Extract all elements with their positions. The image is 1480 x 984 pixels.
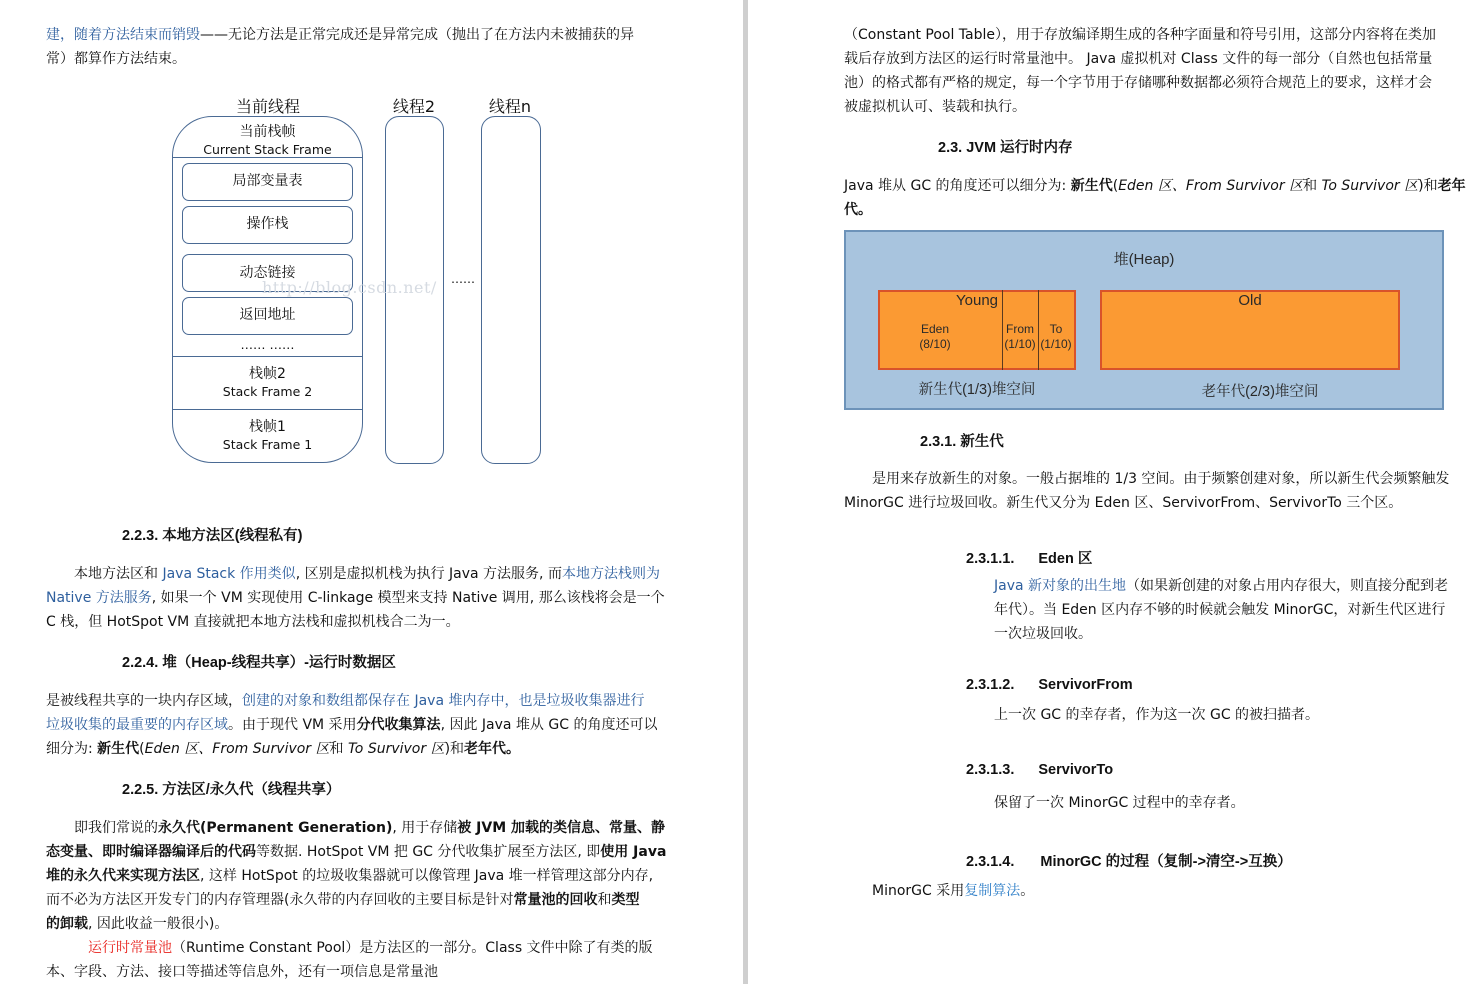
bold-text: 代。 [844, 202, 872, 218]
bold-text: 新生代 [97, 741, 140, 757]
text: , 因此收益一般很小)。 [88, 916, 229, 932]
section-number: 2.3.1.3. [966, 762, 1015, 778]
s2313-line-1: 保留了一次 MinorGC 过程中的幸存者。 [994, 795, 1245, 811]
intro-text: ——无论方法是正常完成还是异常完成（抛出了在方法内未被捕获的异 [200, 27, 634, 43]
link-heap-storage[interactable]: 创建的对象和数组都保存在 Java 堆内存中，也是垃圾收集器进行 [242, 693, 645, 709]
s2311-line-1 [994, 574, 1448, 598]
bold-text: 分代收集算法 [356, 717, 441, 733]
section-number: 2.3.1.2. [966, 677, 1015, 693]
label-thread-2: 线程2 [392, 97, 436, 116]
slot-dynamic-linking: 动态链接 [182, 254, 353, 292]
text: Java 堆从 GC 的角度还可以细分为: [844, 178, 1071, 194]
intro-link[interactable]: 建，随着方法结束而销毁 [46, 27, 200, 43]
label-thread-n: 线程n [488, 97, 532, 116]
cont-line-3: 池）的格式都有严格的规定，每一个字节用于存储哪种数据都必须符合规范上的要求，这样才会 [844, 75, 1432, 91]
section-number: 2.3.1.4. [966, 854, 1015, 870]
frame1-cn: 栈帧1 [249, 419, 286, 435]
current-frame-cn: 当前栈帧 [239, 124, 296, 140]
s225-line-2 [46, 840, 666, 864]
link-java-new-object[interactable]: Java 新对象的出生地 [994, 578, 1127, 594]
link-native-method[interactable]: Native 方法服务 [46, 590, 152, 606]
s223-line-2 [46, 586, 665, 610]
cont-line-1: （Constant Pool Table），用于存放编译期生成的各种字面量和符号引用，这部分内容将在类加 [844, 27, 1437, 43]
s223-line-3: C 栈，但 HotSpot VM 直接就把本地方法栈和虚拟机栈合二为一。 [46, 614, 460, 630]
heading-2-3-1: 2.3.1. 新生代 [920, 434, 1004, 450]
young-label: Young [956, 292, 998, 309]
italic-text: To Survivor 区 [1321, 178, 1419, 194]
section-title: Eden 区 [1038, 551, 1093, 567]
cont-line-2: 载后存放到方法区的运行时常量池中。 Java 虚拟机对 Class 文件的每一部分（自然也包括常量 [844, 51, 1433, 67]
section-title: MinorGC 的过程（复制->清空->互换） [1040, 854, 1292, 870]
heading-2-3-1-1 [966, 547, 1092, 568]
s2311-line-2: 年代）。当 Eden 区内存不够的时候就会触发 MinorGC，对新生代区进行 [994, 602, 1446, 618]
text: （Runtime Constant Pool）是方法区的一部分。Class 文件中除了有类的版 [172, 940, 653, 956]
text: , 如果一个 VM 实现使用 C-linkage 模型来支持 Native 调用, 那么该栈将会是一个 [151, 590, 665, 606]
s225-line-6 [88, 936, 653, 960]
inner-ellipsis: …… …… [240, 337, 295, 352]
heading-2-2-5: 2.2.5. 方法区/永久代（线程共享） [122, 782, 341, 798]
text: , 区别是虚拟机栈为执行 Java 方法服务, 而 [295, 566, 562, 582]
text: 即我们常说的 [74, 820, 158, 836]
from-ratio: (1/10) [1004, 337, 1036, 351]
italic-text: Eden 区、From Survivor 区 [1118, 178, 1304, 194]
text: （如果新创建的对象占用内存很大，则直接分配到老 [1126, 578, 1449, 594]
text: 等数据. HotSpot VM 把 GC 分代收集扩展至方法区, 即 [256, 844, 601, 860]
slot-operand-stack: 操作栈 [182, 206, 353, 244]
s2312-line-1: 上一次 GC 的幸存者，作为这一次 GC 的被扫描者。 [994, 707, 1320, 723]
s225-line-3 [46, 864, 653, 888]
old-caption: 老年代(2/3)堆空间 [1201, 384, 1319, 400]
s231-line-2: MinorGC 进行垃圾回收。新生代又分为 Eden 区、ServivorFrom、ServivorTo 三个区。 [844, 495, 1403, 511]
thread-n-column [481, 116, 541, 464]
divider [172, 356, 363, 357]
section-number: 2.3.1.1. [966, 551, 1015, 567]
text: )和 [1418, 178, 1438, 194]
heap-title: 堆(Heap) [1113, 251, 1175, 268]
text: 。由于现代 VM 采用 [228, 717, 357, 733]
s23-line-1 [844, 174, 1466, 198]
text: ( [1112, 178, 1119, 194]
to-label: To [1049, 322, 1063, 336]
cont-line-4: 被虚拟机认可、装载和执行。 [844, 99, 1026, 115]
text: 本地方法区和 [74, 566, 163, 582]
bold-text: 类型 [611, 892, 640, 908]
italic-text: To Survivor 区 [347, 741, 445, 757]
text: 是被线程共享的一块内存区域， [46, 693, 242, 709]
bold-text: 使用 Java [600, 844, 667, 860]
current-frame-en: Current Stack Frame [203, 142, 332, 157]
bold-text: 老年代。 [464, 741, 521, 757]
label-current-thread: 当前线程 [235, 97, 300, 116]
s224-line-1 [46, 689, 644, 713]
from-label: From [1006, 322, 1034, 336]
text: , 因此 Java 堆从 GC 的角度还可以 [440, 717, 658, 733]
frame1-en: Stack Frame 1 [222, 437, 313, 452]
s225-line-5 [46, 912, 228, 936]
heading-2-3-1-3 [966, 762, 1113, 778]
bold-text: 被 JVM 加载的类信息、常量、静 [457, 820, 666, 836]
bold-text: 堆的永久代来实现方法区 [46, 868, 200, 884]
text: 和 [329, 741, 348, 757]
heading-2-3-1-4 [966, 850, 1292, 871]
bold-text: 老年 [1437, 178, 1466, 194]
young-caption: 新生代(1/3)堆空间 [918, 382, 1036, 398]
old-generation [1100, 290, 1400, 370]
text: 和 [597, 892, 612, 908]
s225-line-4 [46, 888, 639, 912]
page-gutter [743, 0, 748, 984]
watermark: http://blog.csdn.net/ [262, 278, 437, 297]
bold-text: 的卸载 [46, 916, 88, 932]
to-ratio: (1/10) [1040, 337, 1072, 351]
s231-line-1: 是用来存放新生的对象。一般占据堆的 1/3 空间。由于频繁创建对象，所以新生代会频繁触发 [872, 471, 1450, 487]
heading-2-3: 2.3. JVM 运行时内存 [938, 140, 1073, 156]
text: ( [139, 741, 145, 757]
section-title: ServivorTo [1038, 762, 1114, 778]
s225-line-7: 本、字段、方法、接口等描述等信息外，还有一项信息是常量池 [46, 964, 438, 980]
text: )和 [444, 741, 465, 757]
bold-text: 新生代 [1070, 178, 1113, 194]
bold-text: 永久代(Permanent Generation) [158, 820, 393, 836]
text: , 这样 HotSpot 的垃圾收集器就可以像管理 Java 堆一样管理这部分内存, [200, 868, 654, 884]
intro-line-1 [46, 23, 634, 47]
slot-return-address: 返回地址 [182, 297, 353, 335]
frame2-en: Stack Frame 2 [222, 384, 313, 399]
text: 和 [1303, 178, 1322, 194]
slot-local-variables: 局部变量表 [182, 163, 353, 201]
heap-diagram [844, 230, 1444, 410]
section-title: ServivorFrom [1038, 677, 1133, 693]
text: 细分为: [46, 741, 98, 757]
link-native-stack[interactable]: 本地方法栈则为 [561, 566, 660, 582]
intro-line-2: 常）都算作方法结束。 [46, 51, 186, 67]
bold-text: 常量池的回收 [513, 892, 598, 908]
link-gc-area[interactable]: 垃圾收集的最重要的内存区域 [46, 717, 228, 733]
bold-text: 态变量、即时编译器编译后的代码 [46, 844, 256, 860]
s225-line-1 [74, 816, 665, 840]
heading-2-3-1-2 [966, 677, 1133, 693]
young-generation [878, 290, 1076, 370]
link-java-stack[interactable]: Java Stack 作用类似 [162, 566, 296, 582]
highlight-red-text: 运行时常量池 [88, 940, 172, 956]
eden-label: Eden [920, 322, 950, 336]
s224-line-3 [46, 737, 520, 761]
s223-line-1 [74, 562, 660, 586]
text: 而不必为方法区开发专门的内存管理器(永久带的内存回收的主要目标是针对 [46, 892, 514, 908]
s23-line-2 [844, 198, 872, 222]
s2314-line-1 [872, 879, 1034, 903]
divider [172, 409, 363, 410]
heading-2-2-4: 2.2.4. 堆（Heap-线程共享）-运行时数据区 [122, 655, 396, 671]
divider [172, 157, 363, 158]
s2311-line-3: 一次垃圾回收。 [994, 626, 1092, 642]
italic-text: Eden 区、From Survivor 区 [144, 741, 330, 757]
eden-ratio: (8/10) [919, 337, 951, 351]
text: MinorGC 采用 [872, 883, 965, 899]
text: , 用于存储 [392, 820, 458, 836]
s224-line-2 [46, 713, 657, 737]
old-label: Old [1238, 292, 1262, 309]
frame2-cn: 栈帧2 [249, 366, 286, 382]
link-copy-algorithm[interactable]: 复制算法 [964, 883, 1021, 899]
text: 。 [1020, 883, 1035, 899]
between-ellipsis: …… [451, 272, 475, 286]
heading-2-2-3: 2.2.3. 本地方法区(线程私有) [122, 528, 303, 544]
